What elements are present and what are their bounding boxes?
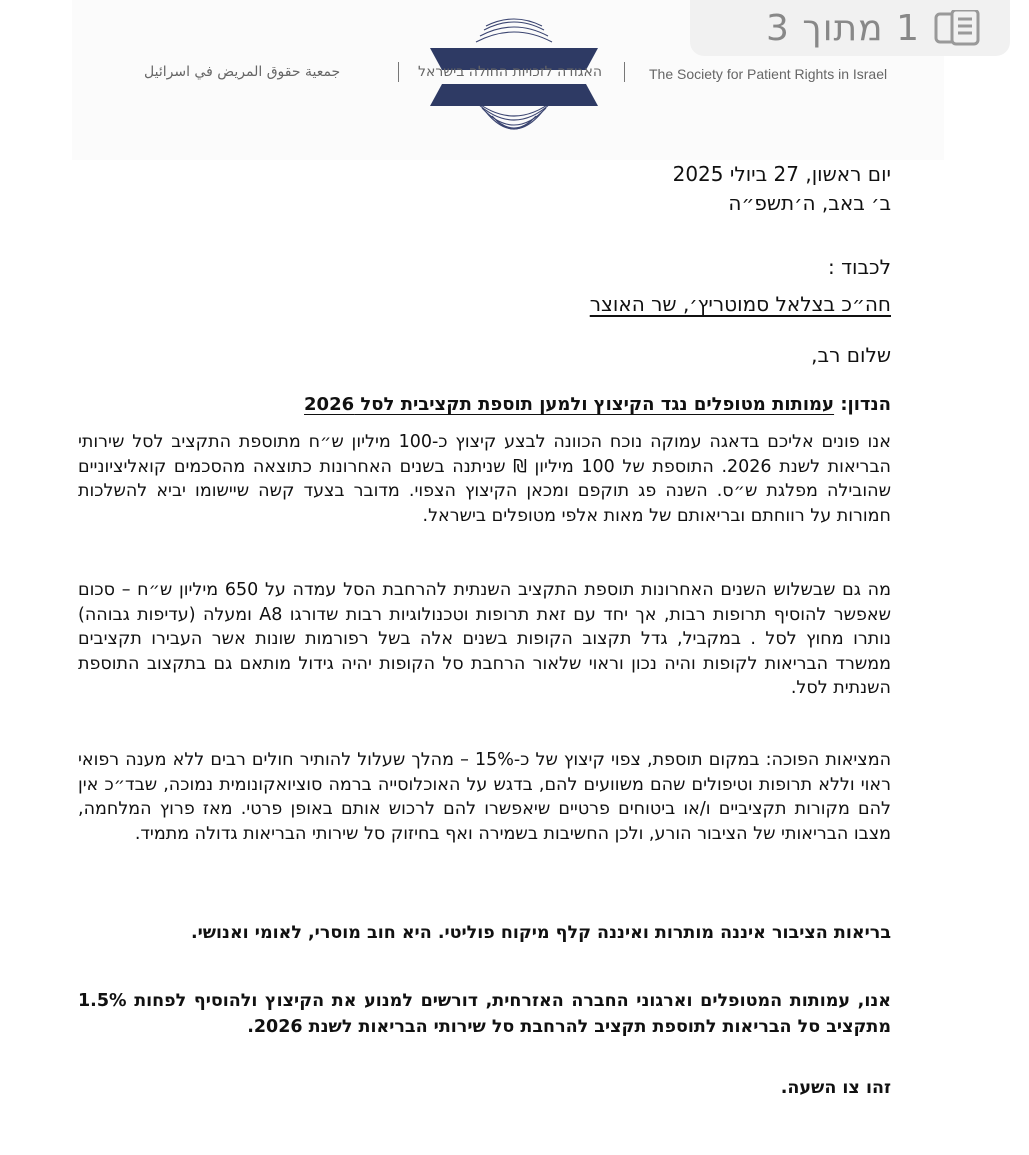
recipient-name-text: חה״כ בצלאל סמוטריץ׳, שר האוצר [589,292,891,316]
emphasis-paragraph: בריאות הציבור איננה מותרות ואיננה קלף מיקוח פוליטי. היא חוב מוסרי, לאומי ואנושי. [190,923,891,943]
org-name-english: The Society for Patient Rights in Israel [649,66,888,82]
header-separator [624,62,625,82]
recipient-name [78,292,891,316]
address-label: לכבוד : [828,255,891,279]
hebrew-date: ב׳ באב, ה׳תשפ״ה [728,191,891,215]
body-paragraph: המציאות הפוכה: במקום תוספת, צפוי קיצוץ של כ-15% – מהלך שעלול להותיר חולים רבים ללא מענה רפואי ראוי וללא תרופות וטיפולים שהם משוועים להם, בדגש על האוכלוסייה ברמה סוציואקונומית נמוכה, שבד״כ אין להם מקורות תקציביים ו/או ביטוחים פרטיים שיאפשרו להם לרכוש אותם באופן פרטי. מאז פרוץ המלחמה, מצבו הבריאותי של הציבור הורע, ולכן החשיבות בשמירה ואף בחיזוק סל שירותי הבריאות גדולה מתמיד. [78,750,892,844]
closing-line: זהו צו השעה. [780,1078,891,1098]
subject-text: עמותות מטופלים נגד הקיצוץ ולמען תוספת תקציבית לסל 2026 [304,394,835,415]
demand-paragraph: אנו, עמותות המטופלים וארגוני החברה האזרחית, דורשים למנוע את הקיצוץ ולהוסיף לפחות 1.5% מתקציב סל הבריאות לתוספת תקציב להרחבת סל שירותי הבריאות לשנת 2026. [78,991,891,1037]
page-counter-text: 1 מתוך 3 [766,7,920,49]
page-counter [690,0,1010,56]
greeting: שלום רב, [811,343,891,367]
body-paragraph: מה גם שבשלוש השנים האחרונות תוספת התקציב השנתית להרחבת הסל עמדה על 650 מיליון ש״ח – סכום שאפשר להוסיף תרופות רבות, אך יחד עם זאת תרופות וטכנולוגיות רבות שדורגו A8 ומעלה (עדיפות גבוהה) נותרו מחוץ לסל . במקביל, גדל תקצוב הקופות בשנים אלה בשל רפורמות שונות אשר העבירו תקציבים ממשרד הבריאות לקופות והיה נכון וראוי שלאור הרחבת סל הקופות יהיה גידול מותאם גם בתקצוב התוספת השנתית לסל. [78,580,891,699]
subject-prefix: הנדון: [834,394,891,415]
org-name-hebrew: האגודה לזכויות החולה בישראל [418,64,602,80]
document-pages-icon [934,10,980,46]
body-paragraph: אנו פונים אליכם בדאגה עמוקה נוכח הכוונה לבצע קיצוץ כ-100 מיליון ש״ח מתוספת התקציב לסל שירותי הבריאות לשנת 2026. התוספת של 100 מיליון ₪ שניתנה בשנים האחרונות כתוצאה מהסכמים קואליציוניים שהובילה מפלגת ש״ס. השנה פג תוקפם ומכאן הקיצוץ הצפוי. מדובר בצעד קשה שיישומו יביא להשלכות חמורות על רווחתם ובריאותם של מאות אלפי מטופלים בישראל. [78,432,891,526]
header-separator [398,62,399,82]
subject-line [78,394,891,415]
org-name-arabic: جمعية حقوق المريض في اسرائيل [144,64,341,80]
gregorian-date: יום ראשון, 27 ביולי 2025 [672,162,891,186]
letter-date [78,160,891,218]
